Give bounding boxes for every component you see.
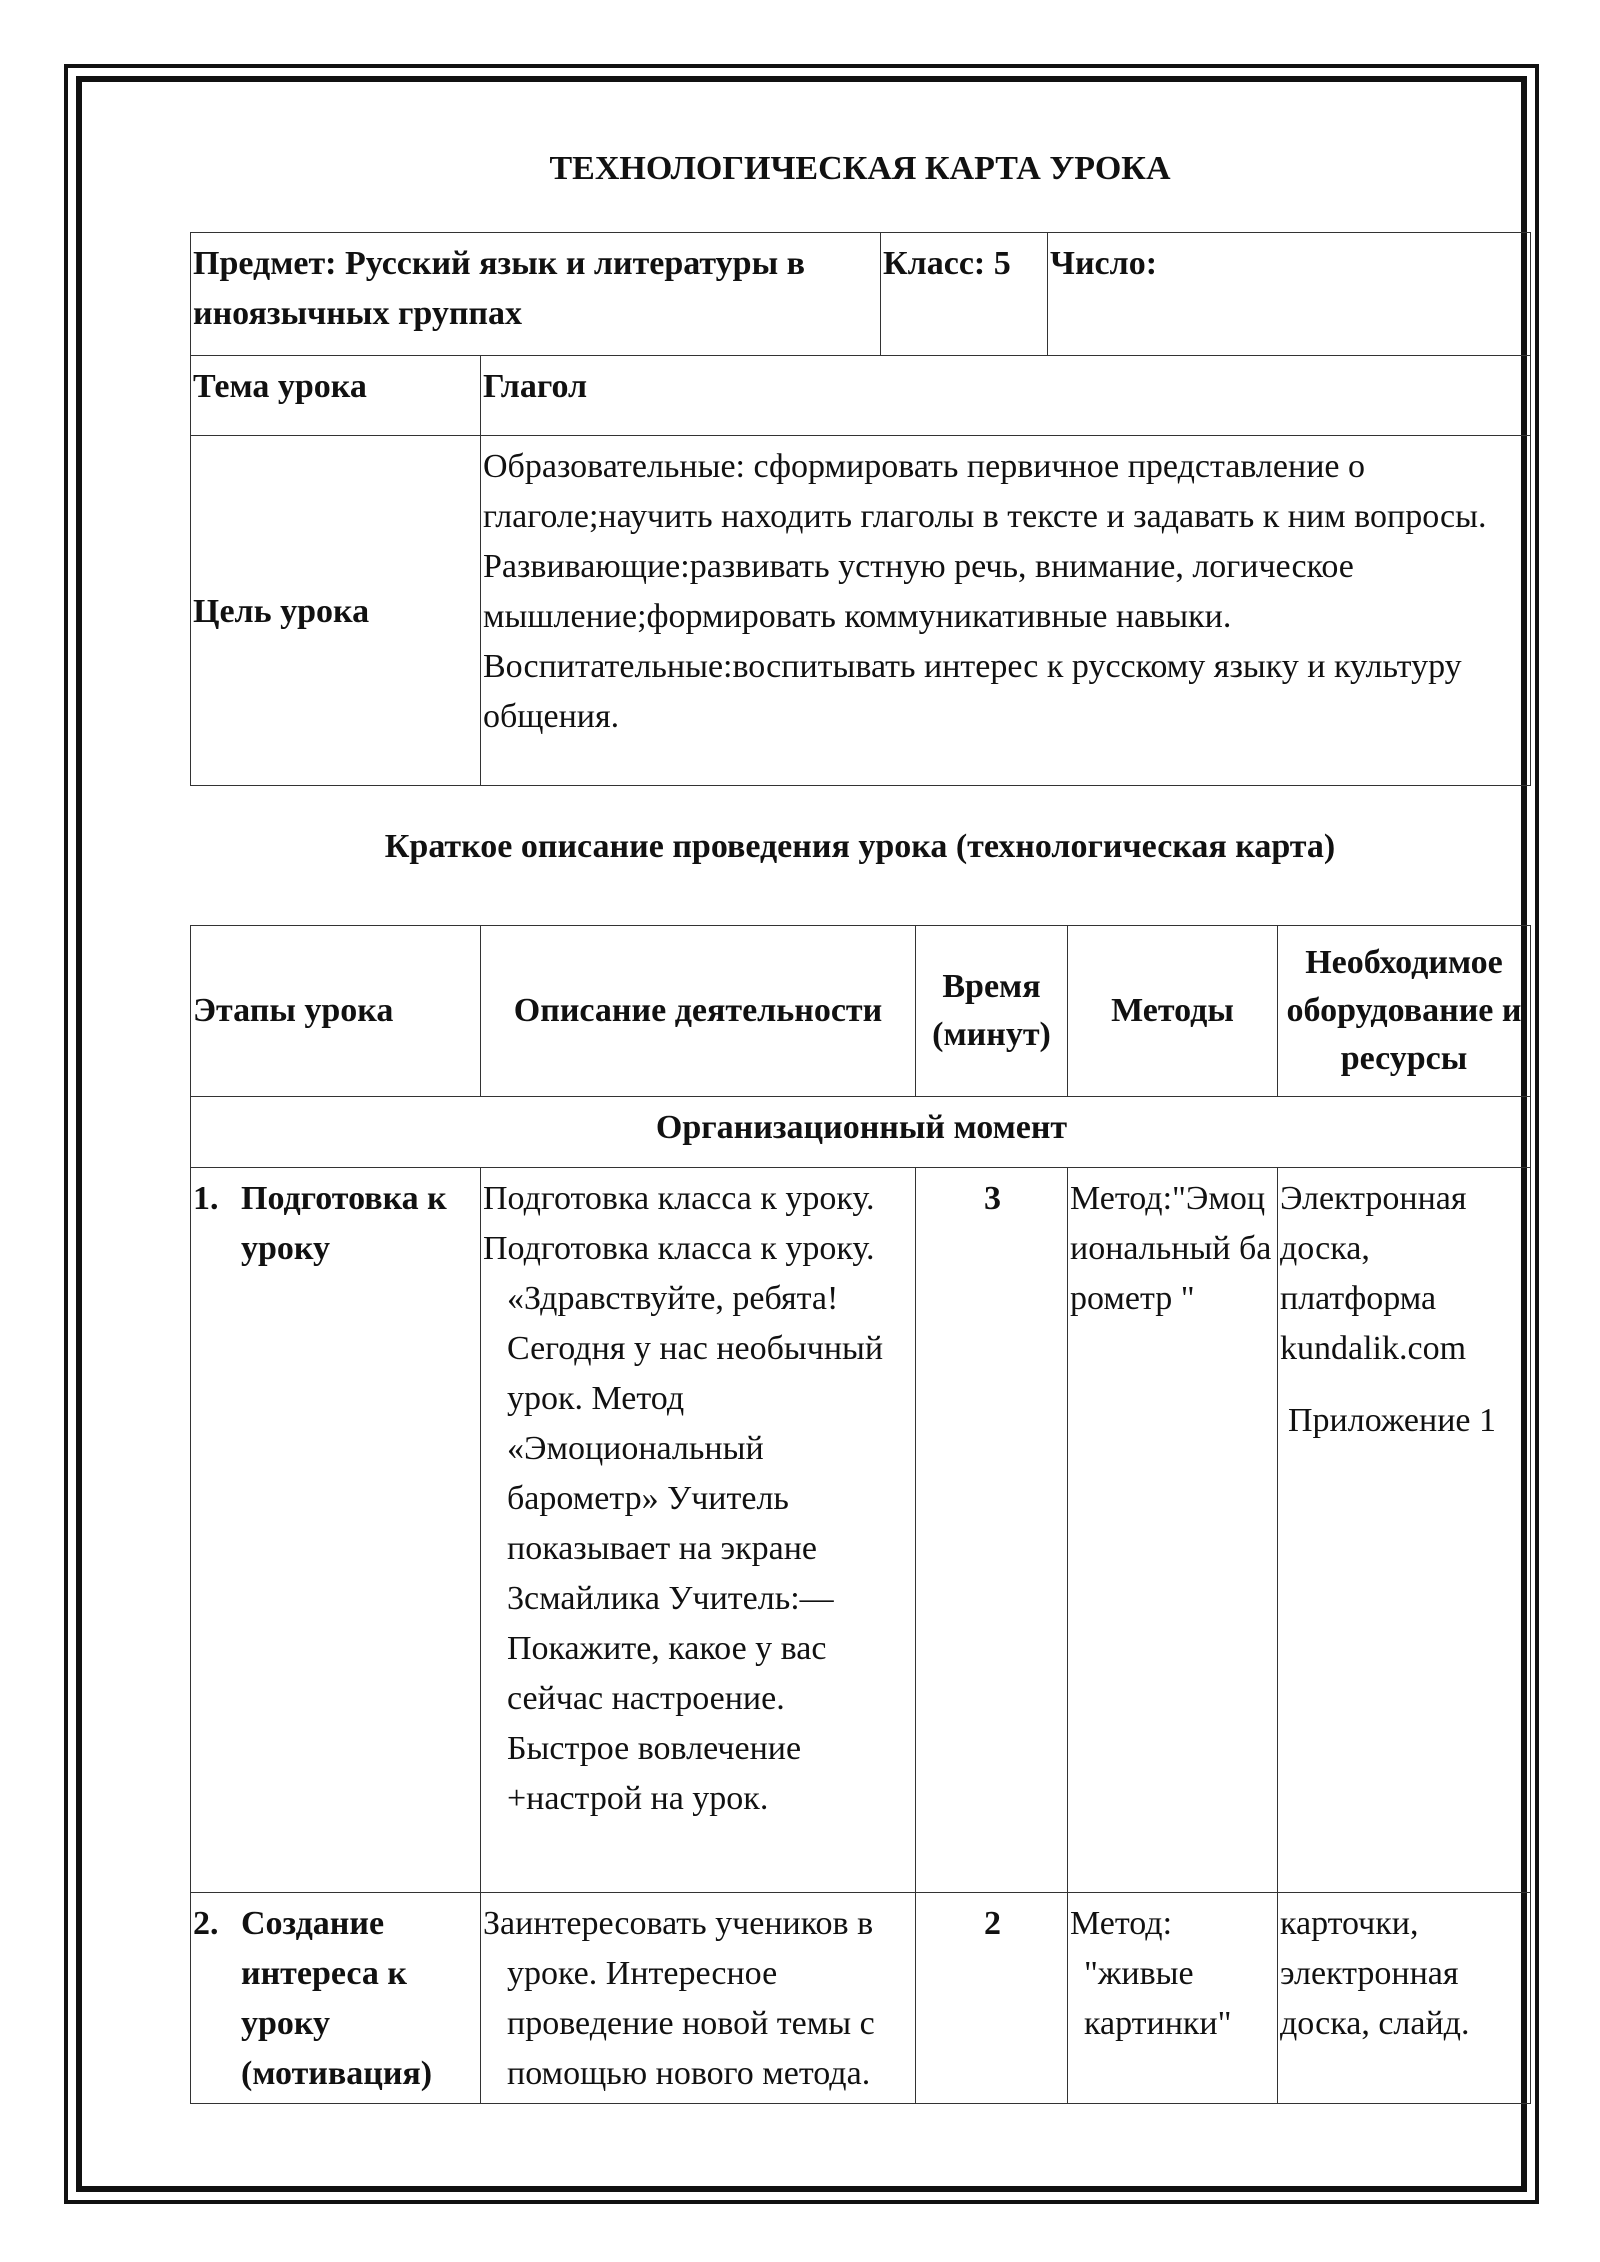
date-cell: Число:	[1048, 233, 1531, 356]
goal-educational: Образовательные: сформировать первичное представление о глаголе;научить находить глаголы в тексте и задавать к ним вопросы.	[483, 448, 1487, 535]
topic-row	[191, 356, 1531, 436]
method-cell: Метод:"Эмоциональный барометр "	[1068, 1168, 1278, 1893]
description-text: Заинтересовать учеников в уроке. Интересное проведение новой темы с помощью нового метода.	[483, 1905, 875, 2092]
class-cell: Класс: 5	[881, 233, 1048, 356]
topic-label: Тема урока	[191, 356, 481, 436]
stage-number: 2.	[193, 1905, 219, 1942]
equipment-cell: карточки, электронная доска, слайд.	[1278, 1893, 1531, 2104]
stage-name: Подготовка к уроку	[241, 1180, 447, 1267]
time-cell: 2	[916, 1893, 1068, 2104]
goal-upbringing: Воспитательные:воспитывать интерес к русскому языку и культуру общения.	[483, 648, 1462, 735]
stage-name: Создание интереса к уроку (мотивация)	[241, 1905, 433, 2092]
org-moment-cell: Организационный момент	[191, 1097, 1531, 1168]
subject-row	[191, 233, 1531, 356]
equipment-cell	[1278, 1168, 1531, 1893]
method-cell	[1068, 1893, 1278, 2104]
equipment-text: Электронная доска, платформа kundalik.com	[1280, 1180, 1467, 1367]
appendix-label: Приложение 1	[1288, 1402, 1496, 1439]
goal-text	[481, 436, 1531, 786]
description-text: Подготовка класса к уроку. «Здравствуйте, ребята! Сегодня у нас необычный урок. Метод «Эмоциональный барометр» Учитель показывает на экране 3смайлика Учитель:—Покажите, какое у вас сейчас настроение. Быстрое вовлечение +настрой на урок.	[483, 1230, 884, 1817]
subject-cell: Предмет: Русский язык и литературы в иноязычных группах	[191, 233, 881, 356]
lesson-plan-table	[190, 925, 1531, 2104]
description-text: Подготовка класса к уроку.	[483, 1180, 875, 1217]
description-cell	[481, 1168, 916, 1893]
stage-number: 1.	[193, 1180, 219, 1217]
lesson-info-table	[190, 232, 1531, 786]
goal-row	[191, 436, 1531, 786]
goal-label: Цель урока	[191, 436, 481, 786]
header-description: Описание деятельности	[481, 926, 916, 1097]
goal-developmental: Развивающие:развивать устную речь, внимание, логическое мышление;формировать коммуникативные навыки.	[483, 548, 1354, 635]
table-row	[191, 1168, 1531, 1893]
method-label: Метод:	[1070, 1905, 1173, 1942]
org-moment-row	[191, 1097, 1531, 1168]
plan-header-row	[191, 926, 1531, 1097]
document-title: ТЕХНОЛОГИЧЕСКАЯ КАРТА УРОКА	[549, 150, 1171, 187]
description-cell	[481, 1893, 916, 2104]
header-equipment: Необходимое оборудование и ресурсы	[1278, 926, 1531, 1097]
header-time: Время (минут)	[916, 926, 1068, 1097]
stage-cell	[191, 1893, 481, 2104]
header-stages: Этапы урока	[191, 926, 481, 1097]
section-title: Краткое описание проведения урока (технологическая карта)	[384, 828, 1336, 865]
time-cell: 3	[916, 1168, 1068, 1893]
header-methods: Методы	[1068, 926, 1278, 1097]
table-row	[191, 1893, 1531, 2104]
method-name: "живые картинки"	[1084, 1955, 1232, 2042]
stage-cell	[191, 1168, 481, 1893]
topic-value: Глагол	[481, 356, 1531, 436]
